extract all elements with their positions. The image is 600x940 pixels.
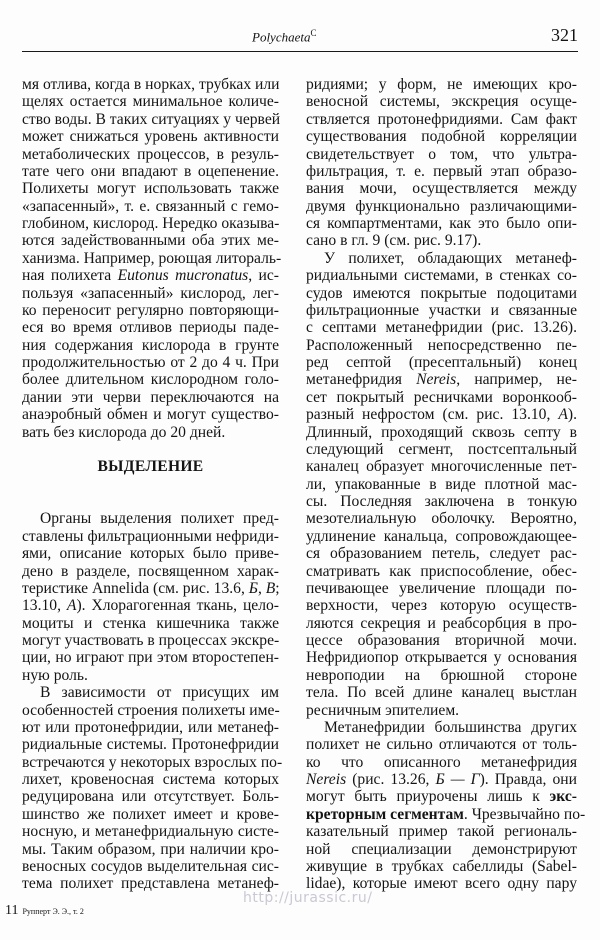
text-line xyxy=(306,111,577,128)
text-run: Нефридиопор открывается у основания xyxy=(306,649,577,667)
text-run: каналец образует многочисленные пет- xyxy=(306,458,577,476)
text-line xyxy=(306,232,577,249)
text-line xyxy=(306,389,577,406)
text-run: lidae), которые имеют всего одну пару xyxy=(306,875,577,893)
text-run: сы. Последняя заключена в тонкую xyxy=(306,493,577,510)
text-line xyxy=(306,632,577,649)
text-run: ред септой (пресептальный) конец xyxy=(306,354,577,371)
italic-run: А xyxy=(66,597,77,615)
footer-signature xyxy=(5,903,84,919)
spacer xyxy=(22,441,279,458)
text-run: ются задействованными оба этих ме- xyxy=(22,232,279,250)
text-line xyxy=(306,754,577,771)
text-run: ). xyxy=(567,406,577,424)
page-number: 321 xyxy=(551,25,578,45)
text-line xyxy=(22,875,279,892)
text-run: ния содержания кислорода в грунте xyxy=(22,336,279,354)
italic-run: Nereis xyxy=(416,371,457,389)
text-line xyxy=(306,545,577,562)
text-run: ридиальными системами, в стенках со- xyxy=(306,267,577,285)
text-run: встречаются у некоторых взрослых по- xyxy=(22,753,283,771)
text-line xyxy=(306,510,577,527)
text-run: Длинный, проходящий сквозь септу в xyxy=(306,423,577,441)
text-line xyxy=(306,719,577,736)
text-run: свидетельствует о том, что ультра- xyxy=(306,145,577,163)
text-line xyxy=(22,858,279,875)
text-line xyxy=(306,649,577,666)
italic-run: Б — Г xyxy=(435,771,480,788)
text-run: ли, упакованные в виде плотной мас- xyxy=(306,475,577,493)
text-line xyxy=(22,215,279,232)
running-title-superscript: C xyxy=(310,28,317,38)
text-line xyxy=(306,788,577,805)
text-run: полихет не сильно отличаются от толь- xyxy=(306,736,577,754)
text-line xyxy=(306,319,577,336)
text-line xyxy=(22,267,279,284)
text-run: ридиями; у форм, не имеющих кро- xyxy=(306,76,577,93)
text-line xyxy=(306,702,577,719)
text-run: ). Хлорагогенная ткань, цело- xyxy=(76,597,279,615)
text-line xyxy=(22,684,279,701)
text-run: невроподии на брюшной стороне xyxy=(306,666,577,684)
text-run: . Чрезвычайно по- xyxy=(463,805,586,823)
text-run: шинство же полихет имеет и крове- xyxy=(22,805,279,823)
text-line xyxy=(22,736,279,753)
text-line xyxy=(22,76,279,93)
text-run: редуцирована или отсутствует. Боль- xyxy=(22,788,279,806)
bold-run: экс- xyxy=(549,788,577,806)
text-run: мы. Таким образом, при наличии кро- xyxy=(22,840,279,858)
text-run: казательный пример такой региональ- xyxy=(306,823,577,841)
text-run: ресничным эпителием. xyxy=(306,701,460,719)
text-line xyxy=(22,667,279,684)
text-line xyxy=(306,493,577,510)
text-run: тема полихет представлена метанеф- xyxy=(22,875,279,893)
text-run: ной специализации демонстрируют xyxy=(306,840,577,858)
text-run: следующий сегмент, постсептальный xyxy=(306,440,577,458)
text-line xyxy=(22,180,279,197)
text-line xyxy=(306,302,577,319)
text-line xyxy=(22,406,279,423)
text-line xyxy=(22,806,279,823)
text-run: Полихеты могут использовать также xyxy=(22,180,279,198)
text-run: ). Правда, они xyxy=(479,771,577,788)
text-run: метанефридия xyxy=(306,371,417,389)
text-run: «запасенный», т. е. связанный с гемо- xyxy=(22,197,279,215)
running-title xyxy=(252,28,317,45)
text-line xyxy=(306,76,577,93)
text-line xyxy=(22,528,279,545)
text-run: еся во время отливов периоды паде- xyxy=(22,319,279,337)
text-line xyxy=(22,823,279,840)
text-line xyxy=(22,753,283,771)
text-line xyxy=(306,615,577,632)
text-run: мезотелиальную оболочку. Вероятно, xyxy=(306,510,577,528)
text-line xyxy=(22,424,279,441)
text-line xyxy=(22,337,279,354)
text-run: ствляется протонефридиями. Сам факт xyxy=(306,110,577,128)
text-run: ями, описание которых было приве- xyxy=(22,545,279,563)
text-run: Метанефридии большинства других xyxy=(324,718,577,736)
text-run: теристике Annelida (см. рис. 13.6, xyxy=(22,579,249,597)
text-line xyxy=(22,841,279,858)
signature-text: Рупперт Э. Э., т. 2 xyxy=(22,907,84,916)
text-line xyxy=(306,354,577,371)
italic-run: В xyxy=(265,579,276,597)
text-run: Органы выделения полихет пред- xyxy=(40,510,279,528)
spacer xyxy=(22,476,279,493)
text-line xyxy=(22,632,279,649)
text-line xyxy=(306,667,577,684)
text-line xyxy=(22,93,279,110)
italic-run: Eutonus mucronatus xyxy=(117,267,249,285)
text-run: могут участвовать в процессах экскре- xyxy=(22,632,280,649)
text-run: 13.10, xyxy=(22,597,67,615)
text-line xyxy=(22,319,279,336)
text-line xyxy=(306,476,577,493)
text-line xyxy=(306,180,577,197)
text-line xyxy=(306,128,577,145)
text-run: моциты и стенка кишечника также xyxy=(22,614,279,632)
text-run: дании эти черви переключаются на xyxy=(22,388,279,406)
text-run: мя отлива, когда в норках, трубках или xyxy=(22,76,280,93)
spacer xyxy=(22,493,279,510)
text-line xyxy=(22,702,279,719)
text-line xyxy=(306,580,577,597)
text-run: ют или протонефридии, или метанеф- xyxy=(22,718,279,736)
text-line xyxy=(22,198,279,215)
text-line xyxy=(306,337,577,354)
text-run: могут быть приурочены лишь к xyxy=(306,788,550,806)
text-line xyxy=(22,285,279,302)
text-run: живущие в трубках сабеллиды (Sabel- xyxy=(306,857,577,875)
italic-run: А xyxy=(558,406,568,424)
text-line xyxy=(306,424,577,441)
text-run: тате чего они впадают в оцепенение. xyxy=(22,162,279,180)
text-line xyxy=(22,146,279,163)
text-run: вания мочи, осуществляется между xyxy=(306,180,577,198)
text-line xyxy=(22,389,279,406)
text-run: ридиальные системы. Протонефридии xyxy=(22,736,279,754)
watermark: http://jurassic.ru/ xyxy=(243,890,373,906)
text-run: ство воды. В таких ситуациях у червей xyxy=(22,110,281,128)
text-run: , ис- xyxy=(248,267,279,285)
text-line xyxy=(22,128,279,145)
text-run: фильтрация, т. е. первый этап образо- xyxy=(306,162,577,180)
text-run: анаэробный обмен и могут существо- xyxy=(22,406,279,424)
text-line xyxy=(306,597,577,614)
text-run: печивающее увеличение площади по- xyxy=(306,579,577,597)
text-line xyxy=(22,719,279,736)
text-run: с септами метанефридии (рис. 13.26). xyxy=(306,319,577,337)
right-text-column xyxy=(306,76,586,893)
text-line xyxy=(306,684,577,701)
text-line xyxy=(22,111,279,128)
text-line xyxy=(22,597,279,614)
italic-run: Б xyxy=(248,579,258,597)
text-line xyxy=(306,458,577,475)
text-line xyxy=(22,249,282,267)
text-line xyxy=(22,354,279,371)
text-run: существования подобной корреляции xyxy=(306,128,577,146)
text-line xyxy=(306,841,577,858)
text-line xyxy=(306,215,577,232)
text-line xyxy=(306,771,577,788)
text-run: дено в разделе, посвященном харак- xyxy=(22,562,279,580)
text-run: фильтрационные участки и связанные xyxy=(306,301,577,319)
text-line xyxy=(306,250,577,267)
text-run: верхности, через которую осуществ- xyxy=(306,597,577,615)
running-title-text: Polychaeta xyxy=(252,29,311,45)
text-line xyxy=(306,736,577,753)
text-run: особенностей строения полихеты име- xyxy=(22,701,280,719)
text-line xyxy=(306,563,577,580)
text-run: продолжительностью от 2 до 4 ч. При xyxy=(22,354,279,371)
text-run: может снижаться уровень активности xyxy=(22,128,279,146)
text-run: веносной системы, экскреция осуще- xyxy=(306,93,577,111)
text-run: , xyxy=(257,579,266,597)
text-run: щелях остается минимальное количе- xyxy=(22,93,279,111)
text-run: , например, не- xyxy=(456,371,577,389)
text-run: ная полихета xyxy=(22,267,118,285)
text-line xyxy=(22,580,279,597)
text-line xyxy=(22,232,279,249)
running-head xyxy=(22,22,578,52)
text-line xyxy=(306,441,577,458)
text-line xyxy=(306,267,577,284)
text-run: ляются секреция и реабсорбция в про- xyxy=(306,614,577,632)
text-run: веносных сосудов выделительная сис- xyxy=(22,857,279,875)
text-line xyxy=(22,371,279,388)
text-run: Расположенный непосредственно пе- xyxy=(306,336,577,354)
text-line xyxy=(306,823,577,840)
text-line xyxy=(306,858,577,875)
text-run: сано в гл. 9 (см. рис. 9.17). xyxy=(306,232,482,250)
text-line xyxy=(22,649,279,666)
text-run: ; xyxy=(275,579,280,597)
text-line xyxy=(306,371,577,388)
text-run: разный нефростом (см. рис. 13.10, xyxy=(306,406,559,424)
text-line xyxy=(22,510,279,527)
text-run: лихет, кровеносная система которых xyxy=(22,771,279,788)
text-run: цессе образования вторичной мочи. xyxy=(306,632,577,649)
text-run: (рис. 13.26, xyxy=(346,771,436,788)
text-run: ную роль. xyxy=(22,666,88,684)
text-line xyxy=(306,163,577,180)
text-run: метаболических процессов, в резуль- xyxy=(22,145,279,163)
italic-run: Nereis xyxy=(306,771,347,788)
text-line xyxy=(306,805,586,823)
text-run: сет покрытый ресничками воронкооб- xyxy=(306,388,577,406)
text-run: ции, но играют при этом второстепен- xyxy=(22,649,279,667)
text-run: глобином, кислород. Нередко оказыва- xyxy=(22,215,280,232)
text-line xyxy=(22,788,279,805)
text-run: У полихет, обладающих метанеф- xyxy=(324,249,577,267)
text-run: ко что описанного метанефридия xyxy=(306,753,577,771)
text-run: В зависимости от присущих им xyxy=(40,684,279,702)
text-line xyxy=(22,771,279,788)
bold-run: креторным сегментам xyxy=(306,805,464,823)
signature-number: 11 xyxy=(5,903,19,918)
text-line xyxy=(306,528,577,545)
text-run: пользуя «запасенный» кислород, лег- xyxy=(22,284,279,302)
text-line xyxy=(22,563,279,580)
text-run: двумя функционально различающими- xyxy=(306,197,577,215)
text-run: ся компартментами, как это было опи- xyxy=(306,215,577,232)
text-line xyxy=(306,146,577,163)
text-run: ставлены фильтрационными нефриди- xyxy=(22,527,279,545)
text-line xyxy=(22,302,279,319)
text-run: более длительном кислородном голо- xyxy=(22,371,279,389)
left-text-column xyxy=(22,76,283,893)
text-line xyxy=(306,406,577,423)
text-run: тела. По всей длине каналец выстлан xyxy=(306,684,577,702)
text-run: сматривать как приспособление, обес- xyxy=(306,562,577,580)
text-run: носную, и метанефридиальную систе- xyxy=(22,823,279,841)
section-heading: ВЫДЕЛЕНИЕ xyxy=(97,458,204,476)
text-line xyxy=(22,163,279,180)
text-line xyxy=(306,93,577,110)
text-run: удлинение канальца, сопровождающее- xyxy=(306,527,577,545)
text-line xyxy=(22,615,279,632)
text-run: вать без кислорода до 20 дней. xyxy=(22,423,226,441)
text-line xyxy=(306,198,577,215)
text-run: ханизма. Например, роющая литораль- xyxy=(22,249,282,267)
text-line xyxy=(22,545,279,562)
text-run: ся образованием петель, следует рас- xyxy=(306,545,577,563)
text-run: ко переносит регулярно повторяющи- xyxy=(22,301,279,319)
text-line xyxy=(306,285,577,302)
text-run: судов имеются покрытые подоцитами xyxy=(306,284,577,302)
